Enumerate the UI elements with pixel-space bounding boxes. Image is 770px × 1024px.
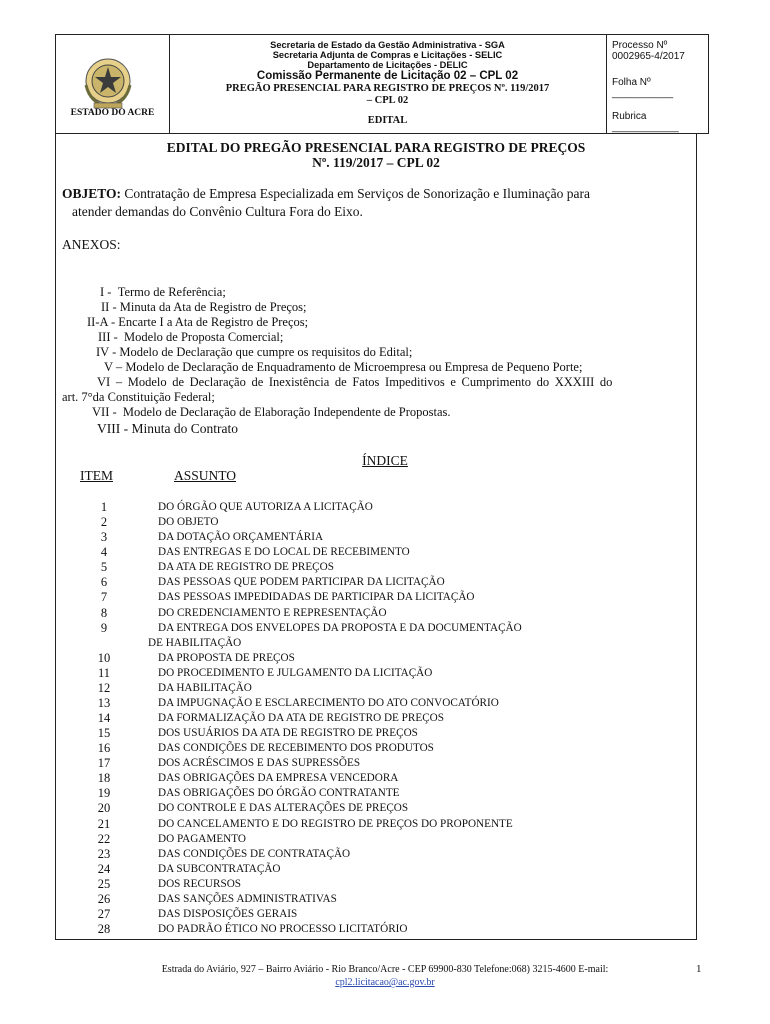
objeto-text-2: atender demandas do Convênio Cultura Fora do Eixo. (72, 204, 363, 219)
anexo-item (92, 405, 451, 420)
footer (0, 963, 770, 989)
indice-item-number: 15 (97, 726, 111, 740)
pregao-line-2: – CPL 02 (366, 95, 409, 106)
rubrica-field: Rubrica ____________ (612, 111, 679, 133)
anexos-title: ANEXOS: (62, 237, 121, 252)
anexo-item-continuation (62, 390, 215, 405)
anexo-num: VII - (92, 405, 117, 419)
indice-item-subject: DA PROPOSTA DE PREÇOS (158, 651, 295, 664)
anexo-item (97, 375, 612, 390)
doc-type: EDITAL (367, 115, 408, 126)
pregao-line-1: PREGÃO PRESENCIAL PARA REGISTRO DE PREÇOS Nº. 119/2017 (225, 83, 550, 94)
anexo-item (97, 421, 238, 436)
indice-item-subject: DAS OBRIGAÇÕES DA EMPRESA VENCEDORA (158, 772, 399, 785)
indice-item-number: 11 (97, 665, 111, 680)
footer-address: Estrada do Aviário, 927 – Bairro Aviário - Rio Branco/Acre - CEP 69900-830 Telefone:068) 3215-4600 E-mail: (161, 964, 609, 975)
indice-item-subject: DO PAGAMENTO (158, 832, 246, 845)
indice-item-number: 24 (97, 861, 111, 876)
indice-item-number: 3 (100, 530, 108, 545)
indice-item-subject: DA DOTAÇÃO ORÇAMENTÁRIA (158, 531, 324, 544)
indice-item-number: 2 (100, 515, 108, 530)
departamento-line: Departamento de Licitações - DELIC (307, 60, 468, 70)
indice-item-number: 22 (97, 831, 111, 846)
indice-item-number: 7 (100, 590, 108, 605)
anexo-text: Encarte I a Ata de Registro de Preços; (118, 315, 309, 329)
indice-item-number: 4 (100, 545, 108, 560)
processo-number: Processo Nº 0002965-4/2017 (612, 40, 685, 62)
indice-item-subject: DA HABILITAÇÃO (158, 681, 252, 694)
indice-item-number: 28 (97, 922, 111, 936)
indice-item-number: 1 (100, 500, 108, 514)
indice-item-number: 9 (100, 620, 108, 635)
indice-item-number: 10 (97, 650, 111, 665)
header-logo-cell (56, 35, 169, 133)
indice-item-number: 5 (100, 560, 108, 575)
indice-item-subject: DA IMPUGNAÇÃO E ESCLARECIMENTO DO ATO CONVOCATÓRIO (158, 696, 499, 709)
secretaria-line: Secretaria de Estado da Gestão Administrativa - SGA (270, 40, 505, 50)
page-number: 1 (696, 963, 702, 975)
anexo-num: III - (98, 330, 118, 344)
indice-item-subject: DAS DISPOSIÇÕES GERAIS (158, 907, 298, 920)
indice-item-subject: DO CANCELAMENTO E DO REGISTRO DE PREÇOS DO PROPONENTE (158, 817, 513, 830)
indice-item-number: 8 (100, 605, 108, 620)
indice-item-subject: DAS SANÇÕES ADMINISTRATIVAS (158, 892, 337, 905)
indice-item-number: 23 (97, 846, 111, 861)
anexo-text: art. 7°da Constituição Federal; (62, 390, 215, 404)
anexo-text: Modelo de Declaração de Enquadramento de Microempresa ou Empresa de Pequeno Porte; (125, 360, 583, 374)
anexo-num: I - (100, 285, 112, 299)
col-header-item: ITEM (80, 468, 113, 483)
anexo-item (100, 285, 226, 300)
indice-item-subject: DAS PESSOAS QUE PODEM PARTICIPAR DA LICITAÇÃO (158, 576, 445, 589)
anexo-item (98, 330, 283, 345)
indice-item-number: 6 (100, 575, 108, 590)
indice-item-subject: DA FORMALIZAÇÃO DA ATA DE REGISTRO DE PREÇOS (158, 712, 444, 724)
objeto-label: OBJETO: (62, 186, 122, 201)
edital-title-line2: Nº. 119/2017 – CPL 02 (312, 155, 440, 170)
indice-item-subject: DOS USUÁRIOS DA ATA DE REGISTRO DE PREÇOS (158, 727, 418, 739)
indice-item-number: 21 (97, 816, 111, 831)
anexo-item (96, 345, 412, 360)
indice-item-number: 13 (97, 695, 111, 710)
anexo-num: II - (101, 300, 117, 314)
anexo-num: V – (104, 360, 123, 374)
objeto-text-1: Contratação de Empresa Especializada em Serviços de Sonorização e Iluminação para (121, 186, 590, 201)
header-table (55, 34, 709, 134)
indice-item-subject: DOS ACRÉSCIMOS E DAS SUPRESSÕES (158, 757, 361, 770)
indice-item-number: 18 (97, 771, 111, 786)
indice-item-subject: DO PROCEDIMENTO E JULGAMENTO DA LICITAÇÃO (158, 666, 433, 679)
state-name: ESTADO DO ACRE (70, 108, 155, 118)
anexo-text: Modelo de Proposta Comercial; (124, 330, 284, 344)
anexo-item (101, 300, 307, 315)
indice-item-subject: DO PADRÃO ÉTICO NO PROCESSO LICITATÓRIO (158, 923, 408, 935)
anexo-text: Minuta do Contrato (131, 421, 238, 436)
anexo-item (87, 315, 308, 330)
indice-item-subject: DE HABILITAÇÃO (148, 636, 242, 649)
indice-item-subject: DA ATA DE REGISTRO DE PREÇOS (158, 561, 334, 574)
indice-item-subject: DA ENTREGA DOS ENVELOPES DA PROPOSTA E DA DOCUMENTAÇÃO (158, 621, 522, 634)
folha-field: Folha Nº ___________ (612, 77, 674, 99)
edital-title-line1: EDITAL DO PREGÃO PRESENCIAL PARA REGISTRO DE PREÇOS (166, 140, 586, 155)
indice-item-number: 20 (97, 801, 111, 816)
header-center-cell (169, 35, 606, 133)
anexo-num: VIII - (97, 421, 129, 436)
objeto-paragraph (62, 185, 690, 221)
anexo-num: IV - (96, 345, 117, 359)
col-header-assunto: ASSUNTO (174, 468, 237, 483)
indice-item-number: 19 (97, 786, 111, 801)
commission-line: Comissão Permanente de Licitação 02 – CPL 02 (256, 70, 519, 82)
state-crest-icon (80, 55, 136, 113)
secretaria-adjunta-line: Secretaria Adjunta de Compras e Licitações - SELIC (272, 50, 503, 60)
anexo-text: Modelo de Declaração de Elaboração Independente de Propostas. (122, 405, 451, 419)
indice-item-number: 14 (97, 711, 111, 725)
indice-item-subject: DAS ENTREGAS E DO LOCAL DE RECEBIMENTO (158, 546, 410, 559)
anexo-text: Modelo de Declaração de Inexistência de Fatos Impeditivos e Cumprimento do XXXIII do (127, 375, 613, 389)
header-right-cell (606, 35, 710, 133)
anexo-text: Termo de Referência; (117, 285, 226, 299)
indice-item-subject: DAS PESSOAS IMPEDIDADAS DE PARTICIPAR DA LICITAÇÃO (158, 591, 475, 604)
indice-item-subject: DA SUBCONTRATAÇÃO (158, 862, 281, 875)
indice-item-subject: DOS RECURSOS (158, 877, 241, 890)
indice-item-subject: DO CONTROLE E DAS ALTERAÇÕES DE PREÇOS (158, 802, 409, 815)
indice-item-subject: DAS CONDIÇÕES DE CONTRATAÇÃO (158, 847, 351, 860)
indice-item-subject: DO CREDENCIAMENTO E REPRESENTAÇÃO (158, 606, 387, 619)
footer-email-link[interactable]: cpl2.licitacao@ac.gov.br (335, 977, 435, 988)
indice-item-number: 26 (97, 891, 111, 906)
indice-item-subject: DAS OBRIGAÇÕES DO ÓRGÃO CONTRATANTE (158, 787, 400, 800)
indice-title: ÍNDICE (362, 453, 408, 468)
anexo-num: II-A - (87, 315, 116, 329)
indice-item-subject: DAS CONDIÇÕES DE RECEBIMENTO DOS PRODUTOS (158, 742, 434, 755)
indice-item-number: 27 (97, 906, 111, 921)
anexo-num: VI – (97, 375, 123, 389)
anexo-text: Minuta da Ata de Registro de Preços; (119, 300, 307, 314)
indice-item-number: 16 (97, 741, 111, 756)
anexo-text: Modelo de Declaração que cumpre os requisitos do Edital; (119, 345, 413, 359)
indice-item-number: 12 (97, 680, 111, 695)
indice-item-subject: DO ÓRGÃO QUE AUTORIZA A LICITAÇÃO (158, 501, 373, 513)
indice-item-number: 25 (97, 876, 111, 891)
anexo-item (104, 360, 582, 375)
indice-item-subject: DO OBJETO (158, 516, 219, 529)
indice-item-number: 17 (97, 756, 111, 771)
